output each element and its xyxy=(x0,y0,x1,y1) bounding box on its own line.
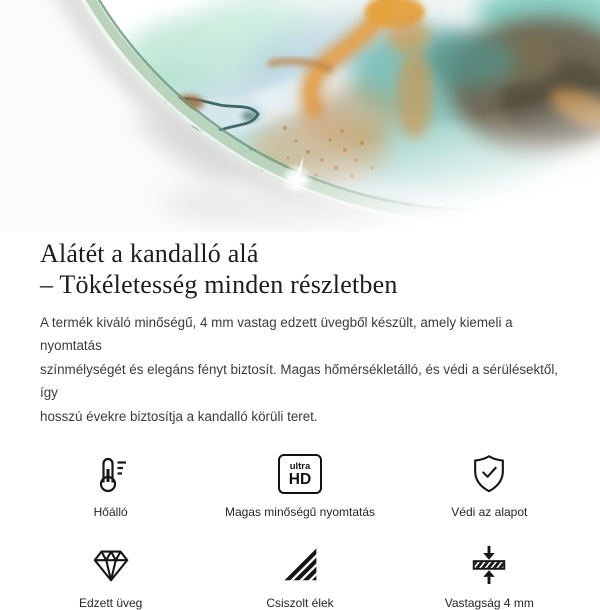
features-grid xyxy=(0,452,600,610)
thermometer-icon xyxy=(89,454,133,494)
feature-label: Edzett üveg xyxy=(78,596,143,610)
polished-edges-icon xyxy=(279,543,321,585)
feature-heat-resistant xyxy=(16,452,205,519)
diamond-icon xyxy=(89,543,133,585)
feature-protects-base xyxy=(395,452,584,519)
feature-label: Magas minőségű nyomtatás xyxy=(224,505,376,520)
ultra-hd-bottom-text: HD xyxy=(288,470,312,488)
description-line: A termék kiváló minőségű, 4 mm vastag edzett üvegből készült, amely kiemeli a nyomtatás xyxy=(40,315,513,354)
description-line: hosszú évekre biztosítja a kandalló körüli teret. xyxy=(40,408,318,424)
description-line: színmélységét és elegáns fényt biztosít. Magas hőmérsékletálló, és védi a sérülésektől, így xyxy=(40,361,559,401)
product-text-section xyxy=(0,238,600,428)
white-fade-overlay xyxy=(0,0,600,232)
product-hero-image xyxy=(0,0,600,232)
title-line-2: – Tökéletesség minden részletben xyxy=(40,270,398,299)
title-line-1: Alátét a kandalló alá xyxy=(40,239,259,268)
product-description xyxy=(40,311,560,428)
shield-check-icon xyxy=(468,452,510,494)
feature-label: Hőálló xyxy=(93,505,128,520)
feature-high-quality-print xyxy=(205,452,394,519)
ultra-hd-top-text: ultra xyxy=(289,460,311,472)
page-title xyxy=(40,238,560,300)
feature-label: Csiszolt élek xyxy=(266,596,334,610)
glass-disc-illustration xyxy=(0,0,600,232)
feature-label: Védi az alapot xyxy=(451,505,528,520)
thickness-icon xyxy=(467,543,511,585)
feature-label: Vastagság 4 mm xyxy=(444,596,534,610)
ultra-hd-icon xyxy=(278,454,322,494)
